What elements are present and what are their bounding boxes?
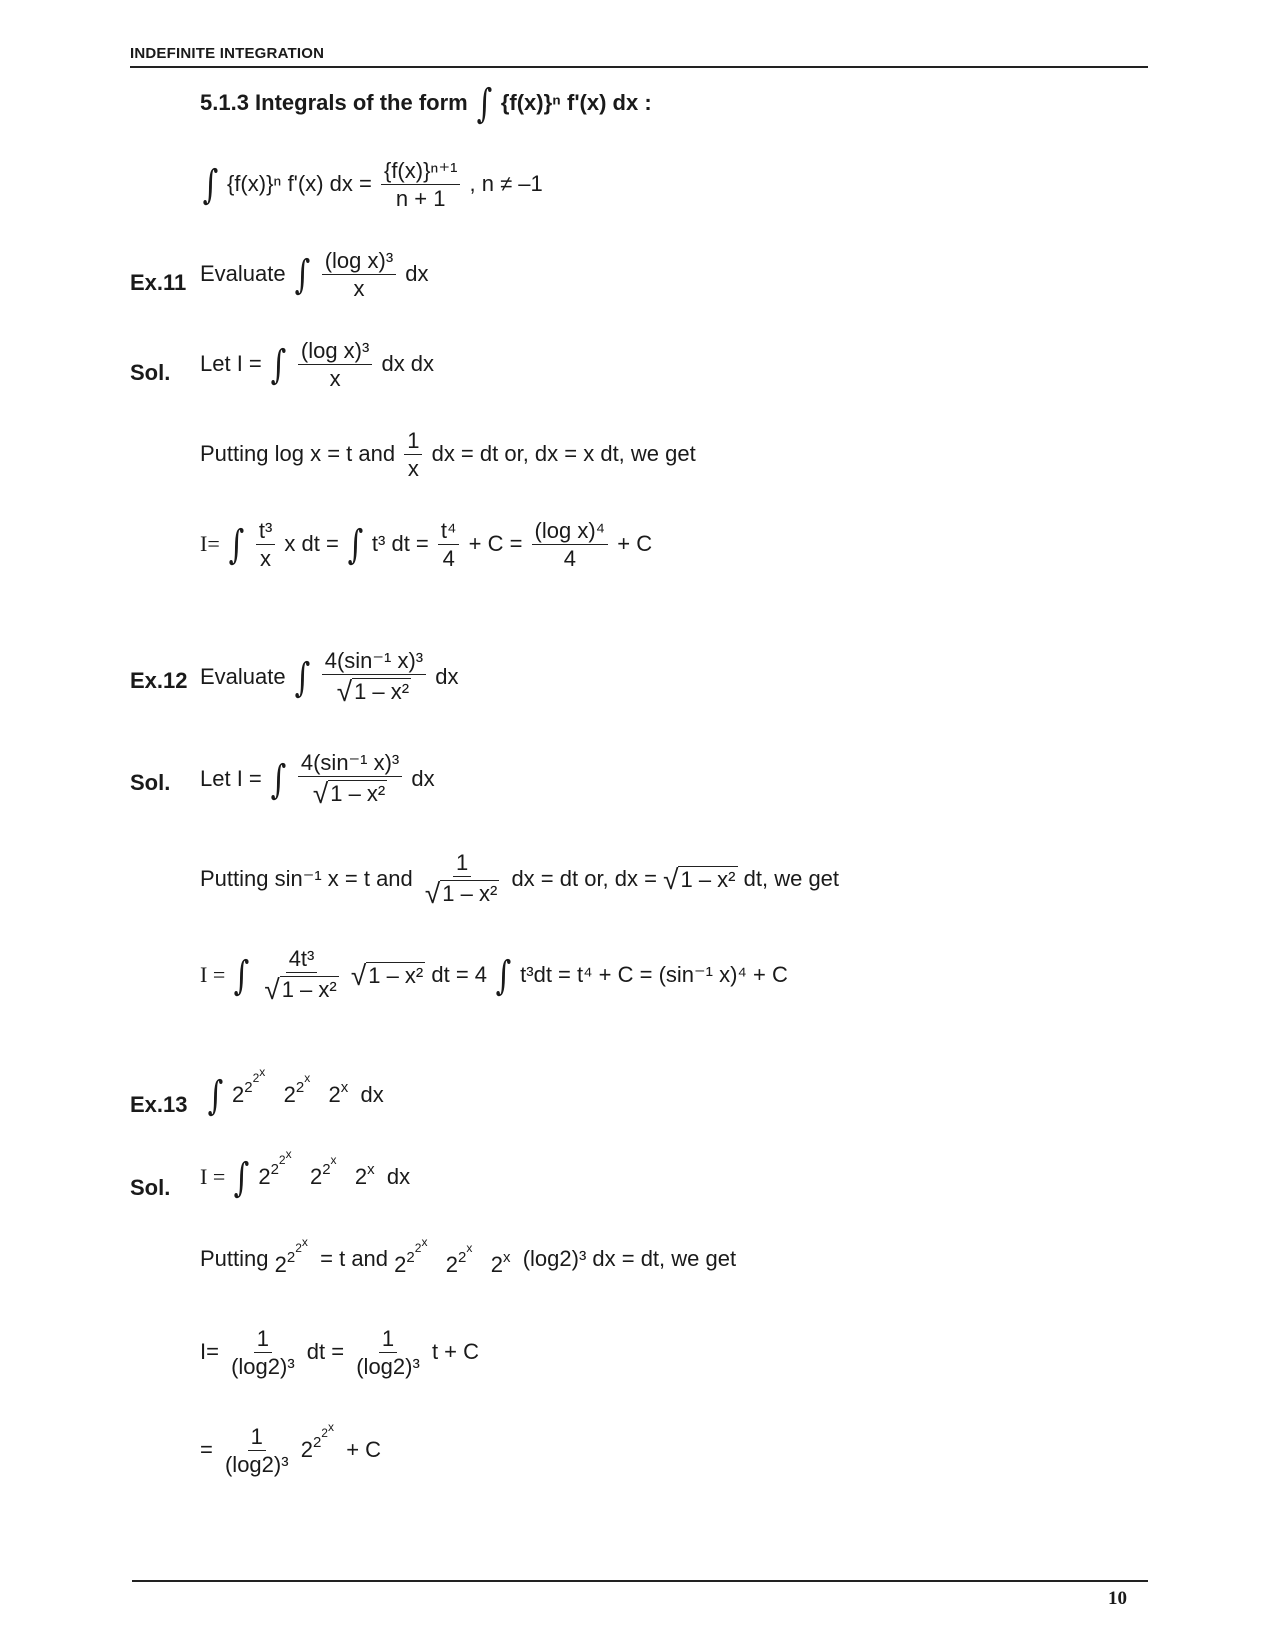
radicand: 1 – x² bbox=[368, 963, 424, 988]
result-fraction bbox=[353, 1328, 423, 1378]
tower-exponent: 2 bbox=[252, 1070, 260, 1085]
power-tower bbox=[309, 1152, 337, 1189]
solution-label: Sol. bbox=[130, 360, 171, 385]
radicand: 1 – x² bbox=[281, 977, 337, 1002]
tower-exponent: x bbox=[367, 1160, 375, 1178]
integrand-fraction bbox=[322, 250, 396, 300]
tower-base: 2 bbox=[394, 1252, 407, 1277]
substitution-text: Putting bbox=[200, 1246, 269, 1271]
integral-sign: ∫ bbox=[476, 81, 493, 127]
tower-exponent: 2 bbox=[322, 1160, 331, 1178]
substitution-fraction bbox=[404, 430, 422, 480]
dx-text: dx bbox=[411, 765, 435, 791]
radical-sign: √ bbox=[663, 864, 679, 895]
integral-sign: ∫ bbox=[495, 953, 512, 999]
section-formula: {f(x)}ⁿ f'(x) dx : bbox=[500, 89, 652, 115]
fraction-denominator: (log2)³ bbox=[231, 1354, 295, 1379]
result-text: t + C bbox=[431, 1338, 480, 1364]
square-root bbox=[351, 962, 425, 990]
power-tower bbox=[354, 1160, 375, 1189]
evaluate-text: Evaluate bbox=[200, 260, 286, 286]
power-tower bbox=[328, 1078, 349, 1107]
radicand: 1 – x² bbox=[330, 781, 386, 806]
fraction-denominator: x bbox=[353, 276, 365, 301]
evaluate-text: Evaluate bbox=[200, 663, 286, 689]
fraction-denominator: 4 bbox=[563, 546, 576, 571]
radical-sign: √ bbox=[312, 778, 329, 809]
example-13-let bbox=[200, 1146, 411, 1201]
example-12-result bbox=[200, 948, 788, 1004]
substitution-text: (log2)³ dx = dt, we get bbox=[522, 1246, 737, 1271]
fraction-numerator: 1 bbox=[379, 1328, 397, 1353]
integral-sign: ∫ bbox=[347, 522, 364, 568]
fraction-numerator: (log x)³ bbox=[322, 250, 396, 275]
result-prefix: = bbox=[200, 1436, 213, 1462]
formula-condition: , n ≠ –1 bbox=[469, 170, 543, 196]
fraction-denominator: x bbox=[407, 456, 419, 481]
radicand: 1 – x² bbox=[680, 867, 736, 892]
let-text: Let I = bbox=[200, 350, 262, 376]
result-fraction bbox=[228, 1328, 298, 1378]
fraction-numerator: (log x)⁴ bbox=[532, 520, 609, 545]
square-root bbox=[264, 976, 338, 1004]
power-tower bbox=[283, 1070, 311, 1107]
tower-exponent: 2 bbox=[458, 1249, 467, 1266]
result-fraction bbox=[438, 520, 460, 570]
radicand: 1 – x² bbox=[354, 679, 410, 704]
example-11-let bbox=[200, 340, 434, 390]
substitution-text: dx = dt or, dx = x dt, we get bbox=[431, 440, 696, 466]
fraction-numerator: 4t³ bbox=[286, 948, 318, 973]
power-tower bbox=[274, 1235, 308, 1277]
result-text: x dt = bbox=[284, 530, 339, 556]
tower-exponent: 2 bbox=[312, 1433, 322, 1451]
fraction-denominator: (log2)³ bbox=[356, 1354, 420, 1379]
let-text: Let I = bbox=[200, 765, 262, 791]
tower-base: 2 bbox=[283, 1081, 296, 1107]
tower-base: 2 bbox=[309, 1163, 323, 1189]
fraction-denominator bbox=[422, 877, 502, 908]
tower-exponent: x bbox=[421, 1235, 428, 1249]
tower-exponent: 2 bbox=[286, 1249, 296, 1266]
tower-exponent: 2 bbox=[295, 1241, 302, 1255]
result-text: + C bbox=[617, 530, 653, 556]
result-text: + C = bbox=[468, 530, 523, 556]
example-13-result-1 bbox=[200, 1328, 479, 1378]
let-text: I = bbox=[200, 1163, 226, 1189]
fraction-numerator: t³ bbox=[256, 520, 275, 545]
formula-lhs: {f(x)}ⁿ f'(x) dx = bbox=[226, 170, 372, 196]
integral-sign: ∫ bbox=[294, 655, 310, 701]
fraction-denominator: x bbox=[260, 546, 272, 571]
example-11-statement bbox=[200, 250, 429, 300]
example-13-result-2 bbox=[200, 1419, 382, 1477]
radical-sign: √ bbox=[264, 974, 280, 1005]
fraction-numerator: 1 bbox=[248, 1426, 266, 1451]
substitution-text: Putting sin⁻¹ x = t and bbox=[200, 865, 413, 891]
square-root bbox=[337, 678, 411, 706]
dx-text: dx dx bbox=[381, 350, 435, 376]
fraction-denominator: (log2)³ bbox=[224, 1452, 289, 1477]
fraction-denominator bbox=[310, 777, 390, 808]
fraction-numerator: 4(sin⁻¹ x)³ bbox=[298, 752, 402, 777]
tower-base: 2 bbox=[274, 1252, 287, 1277]
square-root bbox=[425, 880, 499, 908]
integral-sign: ∫ bbox=[228, 522, 245, 568]
footer-rule bbox=[132, 1580, 1148, 1582]
solution-label: Sol. bbox=[130, 1175, 171, 1200]
tower-base: 2 bbox=[354, 1163, 368, 1189]
integral-sign: ∫ bbox=[294, 252, 310, 298]
radical-sign: √ bbox=[336, 676, 353, 707]
fraction-numerator: 1 bbox=[404, 430, 422, 455]
running-header: INDEFINITE INTEGRATION bbox=[130, 45, 325, 62]
tower-base: 2 bbox=[445, 1252, 459, 1277]
result-text: + C bbox=[346, 1436, 382, 1462]
dx-text: dx bbox=[360, 1081, 384, 1107]
integral-sign: ∫ bbox=[207, 1073, 224, 1119]
tower-exponent: x bbox=[285, 1146, 292, 1161]
substitution-text: dt, we get bbox=[743, 865, 840, 891]
integral-sign: ∫ bbox=[270, 342, 287, 388]
dx-text: dx bbox=[435, 663, 459, 689]
tower-exponent: 2 bbox=[244, 1078, 253, 1096]
tower-exponent: 2 bbox=[270, 1160, 279, 1178]
integrand-fraction bbox=[298, 340, 372, 390]
tower-exponent: x bbox=[301, 1235, 308, 1249]
example-12-substitution bbox=[200, 852, 839, 908]
result-fraction bbox=[261, 948, 341, 1004]
solution-label: Sol. bbox=[130, 770, 171, 795]
tower-base: 2 bbox=[490, 1252, 503, 1277]
substitution-text: = t and bbox=[320, 1246, 389, 1271]
integral-sign: ∫ bbox=[202, 162, 219, 208]
radicand: 1 – x² bbox=[442, 881, 498, 906]
tower-base: 2 bbox=[258, 1163, 271, 1189]
result-prefix: I= bbox=[200, 530, 220, 556]
result-fraction bbox=[256, 520, 275, 570]
tower-exponent: x bbox=[466, 1241, 473, 1255]
power-tower bbox=[394, 1235, 428, 1277]
fraction-denominator: n + 1 bbox=[395, 186, 446, 211]
radical-sign: √ bbox=[424, 878, 441, 909]
dx-text: dx bbox=[386, 1163, 411, 1189]
fraction-numerator: t⁴ bbox=[438, 520, 460, 545]
tower-exponent: x bbox=[340, 1078, 349, 1096]
example-label: Ex.12 bbox=[130, 668, 188, 693]
result-prefix: I= bbox=[200, 1338, 219, 1364]
example-11-substitution bbox=[200, 430, 696, 480]
square-root bbox=[313, 780, 387, 808]
dx-text: dx bbox=[405, 260, 429, 286]
example-13-substitution bbox=[200, 1235, 737, 1277]
square-root bbox=[663, 866, 737, 894]
substitution-text: Putting log x = t and bbox=[200, 440, 396, 466]
power-tower bbox=[258, 1146, 292, 1189]
integral-sign: ∫ bbox=[233, 1155, 250, 1201]
substitution-text: dx = dt or, dx = bbox=[511, 865, 657, 891]
general-formula bbox=[200, 160, 543, 210]
power-tower bbox=[300, 1419, 334, 1462]
fraction-denominator: x bbox=[329, 366, 341, 391]
tower-base: 2 bbox=[328, 1081, 341, 1107]
power-tower bbox=[490, 1249, 511, 1277]
fraction-numerator: 1 bbox=[254, 1328, 272, 1353]
tower-exponent: 2 bbox=[321, 1425, 328, 1440]
integral-sign: ∫ bbox=[270, 757, 287, 803]
tower-exponent: 2 bbox=[406, 1249, 415, 1266]
tower-exponent: x bbox=[259, 1064, 266, 1079]
radical-sign: √ bbox=[350, 960, 367, 991]
example-11-result bbox=[200, 520, 652, 570]
example-label: Ex.11 bbox=[130, 270, 187, 295]
power-tower bbox=[445, 1241, 473, 1277]
tower-base: 2 bbox=[231, 1081, 245, 1107]
fraction-numerator: (log x)³ bbox=[298, 340, 372, 365]
fraction-denominator bbox=[334, 675, 414, 706]
section-title: 5.1.3 Integrals of the form bbox=[200, 89, 468, 115]
fraction-numerator: 1 bbox=[453, 852, 471, 877]
tower-exponent: x bbox=[330, 1152, 337, 1167]
power-tower bbox=[231, 1064, 266, 1107]
fraction-denominator bbox=[261, 973, 341, 1004]
tower-exponent: 2 bbox=[295, 1078, 305, 1096]
tower-exponent: x bbox=[502, 1249, 511, 1266]
result-text: dt = 4 bbox=[431, 961, 488, 987]
integral-sign: ∫ bbox=[233, 953, 250, 999]
formula-fraction bbox=[381, 160, 460, 210]
example-12-statement bbox=[200, 650, 458, 706]
result-prefix: I = bbox=[200, 961, 226, 987]
example-12-let bbox=[200, 752, 435, 808]
result-fraction bbox=[222, 1426, 292, 1476]
tower-exponent: 2 bbox=[278, 1152, 286, 1167]
example-label: Ex.13 bbox=[130, 1092, 188, 1117]
tower-exponent: x bbox=[327, 1419, 334, 1434]
example-13-statement bbox=[205, 1064, 384, 1119]
result-text: t³dt = t⁴ + C = (sin⁻¹ x)⁴ + C bbox=[520, 961, 788, 987]
page-number: 10 bbox=[1108, 1588, 1127, 1609]
tower-base: 2 bbox=[300, 1436, 313, 1462]
result-text: dt = bbox=[306, 1338, 345, 1364]
fraction-denominator: 4 bbox=[442, 546, 455, 571]
tower-exponent: x bbox=[304, 1070, 311, 1085]
fraction-numerator: {f(x)}ⁿ⁺¹ bbox=[381, 160, 460, 185]
result-text: t³ dt = bbox=[371, 530, 429, 556]
integrand-fraction bbox=[322, 650, 426, 706]
section-heading bbox=[200, 81, 652, 127]
tower-exponent: 2 bbox=[414, 1241, 422, 1255]
integrand-fraction bbox=[298, 752, 402, 808]
substitution-fraction bbox=[422, 852, 502, 908]
header-rule bbox=[130, 66, 1148, 68]
fraction-numerator: 4(sin⁻¹ x)³ bbox=[322, 650, 426, 675]
result-fraction bbox=[532, 520, 609, 570]
